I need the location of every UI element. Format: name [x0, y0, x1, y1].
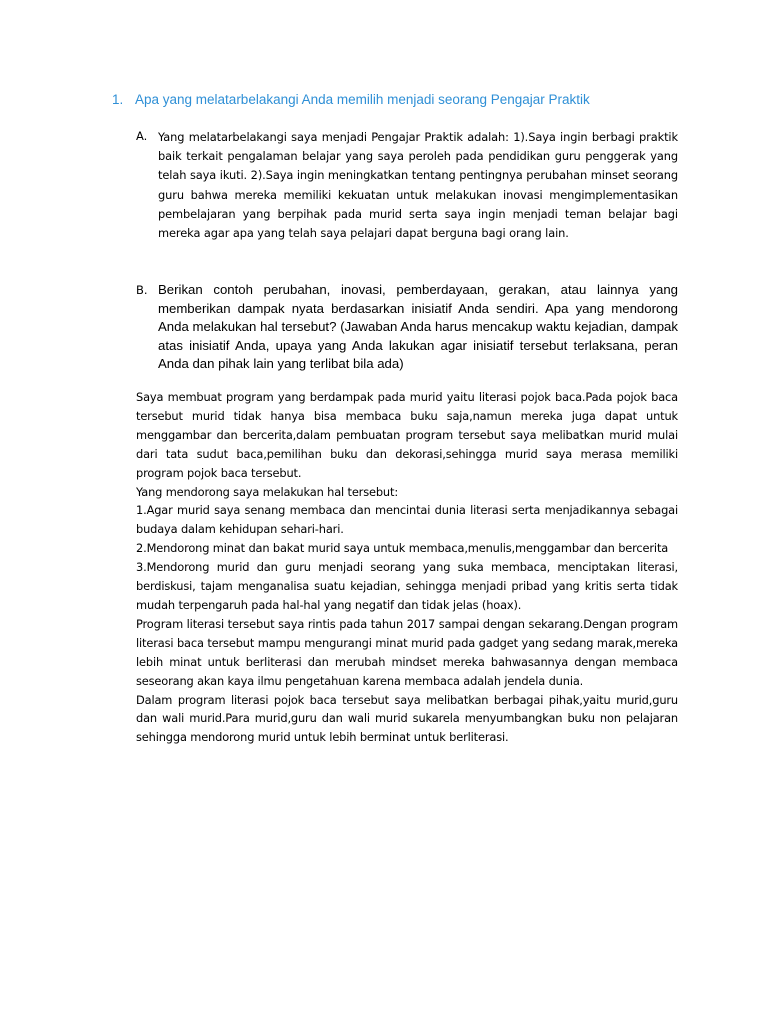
answer-item-a: [136, 128, 678, 243]
answer-body: [136, 388, 678, 747]
answer-list-item: 3.Mendorong murid dan guru menjadi seorang yang suka membaca, menciptakan literasi, berdiskusi, tajam menganalisa suatu kejadian, sehingga menjadi pribad yang kritis serta tidak mudah terpengaruh pada hal-hal yang negatif dan tidak jelas (hoax).: [136, 560, 678, 612]
answer-list-item: 1.Agar murid saya senang membaca dan mencintai dunia literasi serta menjadikannya sebagai budaya dalam kehidupan sehari-hari.: [136, 503, 678, 537]
answer-paragraph: Yang mendorong saya melakukan hal tersebut:: [136, 484, 399, 499]
question-number: 1.: [112, 92, 124, 107]
answer-paragraph: Program literasi tersebut saya rintis pada tahun 2017 sampai dengan sekarang.Dengan program literasi baca tersebut mampu mengurangi minat murid pada gadget yang sedang marak,mereka lebih minat untuk berliterasi dan merubah mindset mereka bahwasannya dengan membaca seseorang akan kaya ilmu pengetahuan karena membaca adalah jendela dunia.: [136, 616, 678, 688]
answer-paragraph: Saya membuat program yang berdampak pada murid yaitu literasi pojok baca.Pada pojok baca tersebut murid tidak hanya bisa membaca buku saja,namun mereka juga dapat untuk menggambar dan bercerita,dalam pembuatan program tersebut saya melibatkan murid mulai dari tata sudut baca,pemilihan buku dan dekorasi,sehingga murid saya merasa memiliki program pojok baca tersebut.: [136, 390, 678, 480]
question-heading: [112, 92, 712, 107]
item-b-letter: B.: [136, 283, 148, 297]
question-item-b: [136, 281, 678, 374]
answer-paragraph: Dalam program literasi pojok baca tersebut saya melibatkan berbagai pihak,yaitu murid,guru dan wali murid.Para murid,guru dan wali murid sukarela menyumbangkan buku non pelajaran sehingga mendorong murid untuk lebih berminat untuk berliterasi.: [136, 692, 678, 745]
answer-list-item: 2.Mendorong minat dan bakat murid saya untuk membaca,menulis,menggambar dan bercerita: [136, 541, 669, 556]
item-a-text: Yang melatarbelakangi saya menjadi Pengajar Praktik adalah: 1).Saya ingin berbagi praktik baik terkait pengalaman belajar yang saya peroleh pada pendidikan guru penggerak yang telah saya ikuti. 2).Saya ingin meningkatkan tentang pentingnya perubahan minset seorang guru bahwa mereka memiliki kekuatan untuk melakukan inovasi mengimplementasikan pembelajaran yang berpihak pada murid serta saya ingin menjadi teman belajar bagi mereka agar apa yang telah saya pelajari dapat berguna bagi orang lain.: [158, 130, 678, 241]
item-a-letter: A.: [136, 129, 148, 143]
item-b-text: Berikan contoh perubahan, inovasi, pemberdayaan, gerakan, atau lainnya yang memberikan dampak nyata berdasarkan inisiatif Anda sendiri. Apa yang mendorong Anda melakukan hal tersebut? (Jawaban Anda harus mencakup waktu kejadian, dampak atas inisiatif Anda, upaya yang Anda lakukan agar inisiatif tersebut terlaksana, peran Anda dan pihak lain yang terlibat bila ada): [158, 282, 678, 372]
question-title: Apa yang melatarbelakangi Anda memilih menjadi seorang Pengajar Praktik: [135, 92, 590, 107]
